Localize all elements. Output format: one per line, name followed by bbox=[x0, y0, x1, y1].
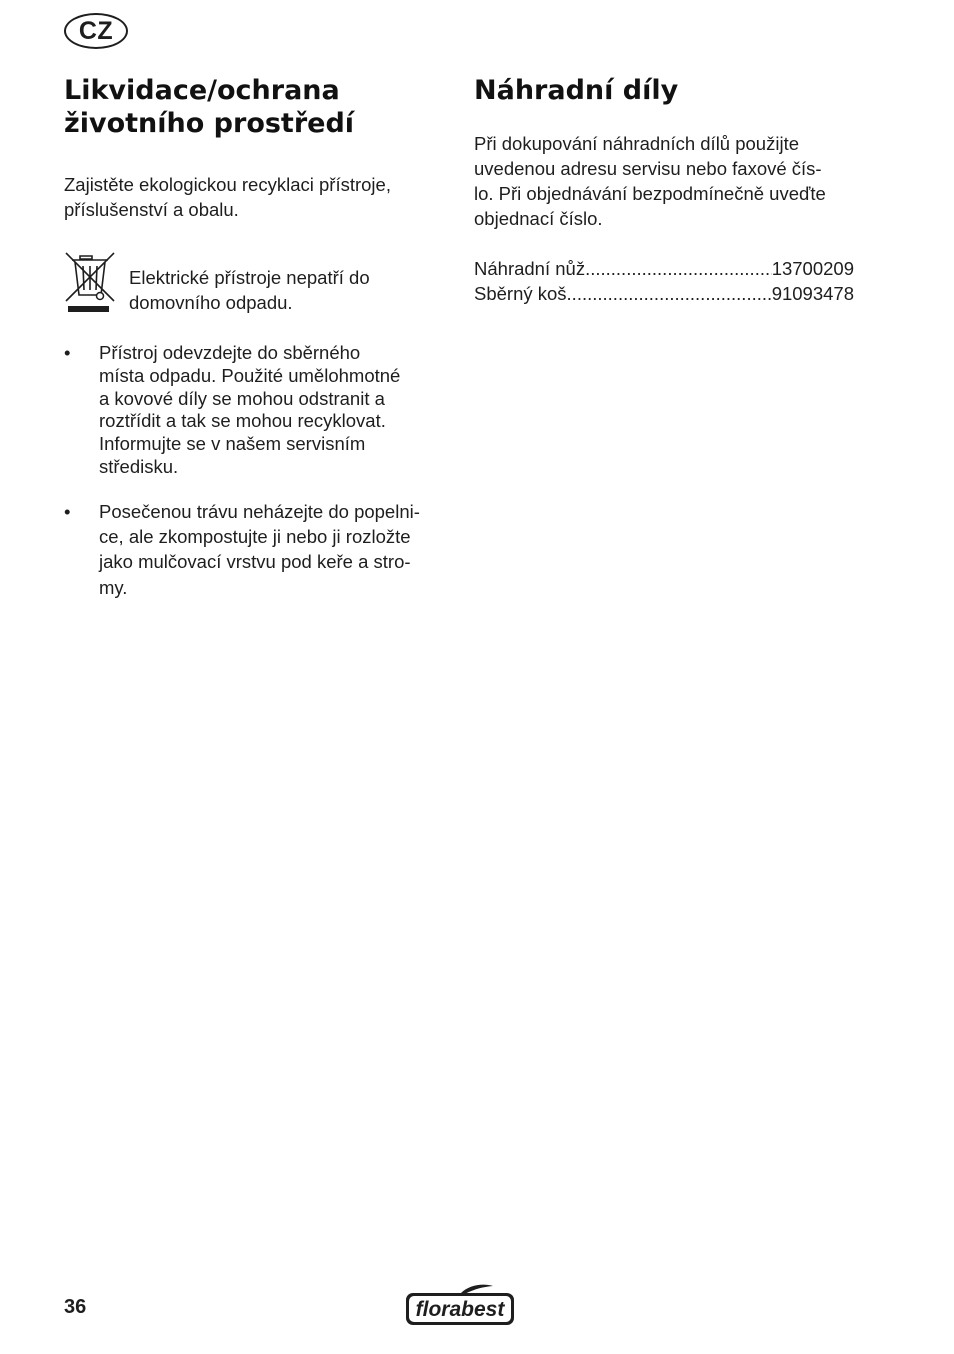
part-name: Náhradní nůž bbox=[474, 258, 586, 279]
disposal-bullets bbox=[64, 342, 448, 600]
part-name: Sběrný koš bbox=[474, 283, 567, 304]
spare-parts-line: uvedenou adresu servisu nebo faxové čís- bbox=[474, 158, 822, 179]
disposal-heading-line1: Likvidace/ochrana bbox=[64, 75, 340, 106]
parts-row bbox=[474, 281, 854, 306]
spare-parts-intro bbox=[474, 131, 874, 231]
spare-parts-line: lo. Při objednávání bezpodmínečně uveďte bbox=[474, 183, 826, 204]
disposal-heading-line2: životního prostředí bbox=[64, 108, 355, 139]
brand-wordmark: florabest bbox=[415, 1298, 505, 1321]
bullet-line: my. bbox=[99, 576, 128, 598]
disposal-intro-line2: příslušenství a obalu. bbox=[64, 199, 239, 220]
weee-line1: Elektrické přístroje nepatří do bbox=[129, 267, 370, 288]
bullet-line: roztřídit a tak se mohou recyklovat. bbox=[99, 410, 386, 432]
part-number: 13700209 bbox=[771, 258, 854, 279]
dot-leader bbox=[567, 281, 772, 306]
dot-leader bbox=[585, 256, 772, 281]
bullet-line: místa odpadu. Použité umělohmotné bbox=[99, 364, 401, 386]
spare-parts-line: Při dokupování náhradních dílů použijte bbox=[474, 133, 799, 154]
language-badge: CZ bbox=[64, 13, 128, 49]
spare-parts-line: objednací číslo. bbox=[474, 208, 603, 229]
florabest-logo bbox=[403, 1283, 517, 1328]
part-number: 91093478 bbox=[771, 283, 854, 304]
bullet-line: Posečenou trávu neházejte do popelni- bbox=[99, 500, 420, 522]
crossed-out-wheelie-bin-icon bbox=[64, 251, 116, 313]
spare-parts-heading: Náhradní díly bbox=[474, 75, 679, 106]
bullet-line: a kovové díly se mohou odstranit a bbox=[99, 387, 385, 409]
weee-text bbox=[129, 265, 370, 315]
bullet-line: jako mulčovací vrstvu pod keře a stro- bbox=[99, 551, 411, 573]
disposal-intro bbox=[64, 172, 448, 222]
disposal-intro-line1: Zajistěte ekologickou recyklaci přístroje, bbox=[64, 174, 391, 195]
bullet-line: středisku. bbox=[99, 455, 179, 477]
weee-notice bbox=[64, 251, 448, 315]
list-item bbox=[64, 499, 448, 600]
disposal-heading bbox=[64, 74, 448, 140]
bullet-line: Přístroj odevzdejte do sběrného bbox=[99, 342, 361, 363]
bullet-symbol: • bbox=[64, 342, 71, 363]
weee-line2: domovního odpadu. bbox=[129, 292, 293, 313]
bullet-line: ce, ale zkompostujte ji nebo ji rozložte bbox=[99, 526, 411, 548]
bullet-symbol: • bbox=[64, 500, 71, 522]
disposal-section bbox=[64, 74, 448, 600]
parts-list bbox=[474, 256, 874, 306]
page-number: 36 bbox=[64, 1296, 87, 1318]
bullet-line: Informujte se v našem servisním bbox=[99, 433, 366, 455]
spare-parts-section bbox=[474, 74, 874, 306]
parts-row bbox=[474, 256, 854, 281]
list-item bbox=[64, 342, 448, 479]
